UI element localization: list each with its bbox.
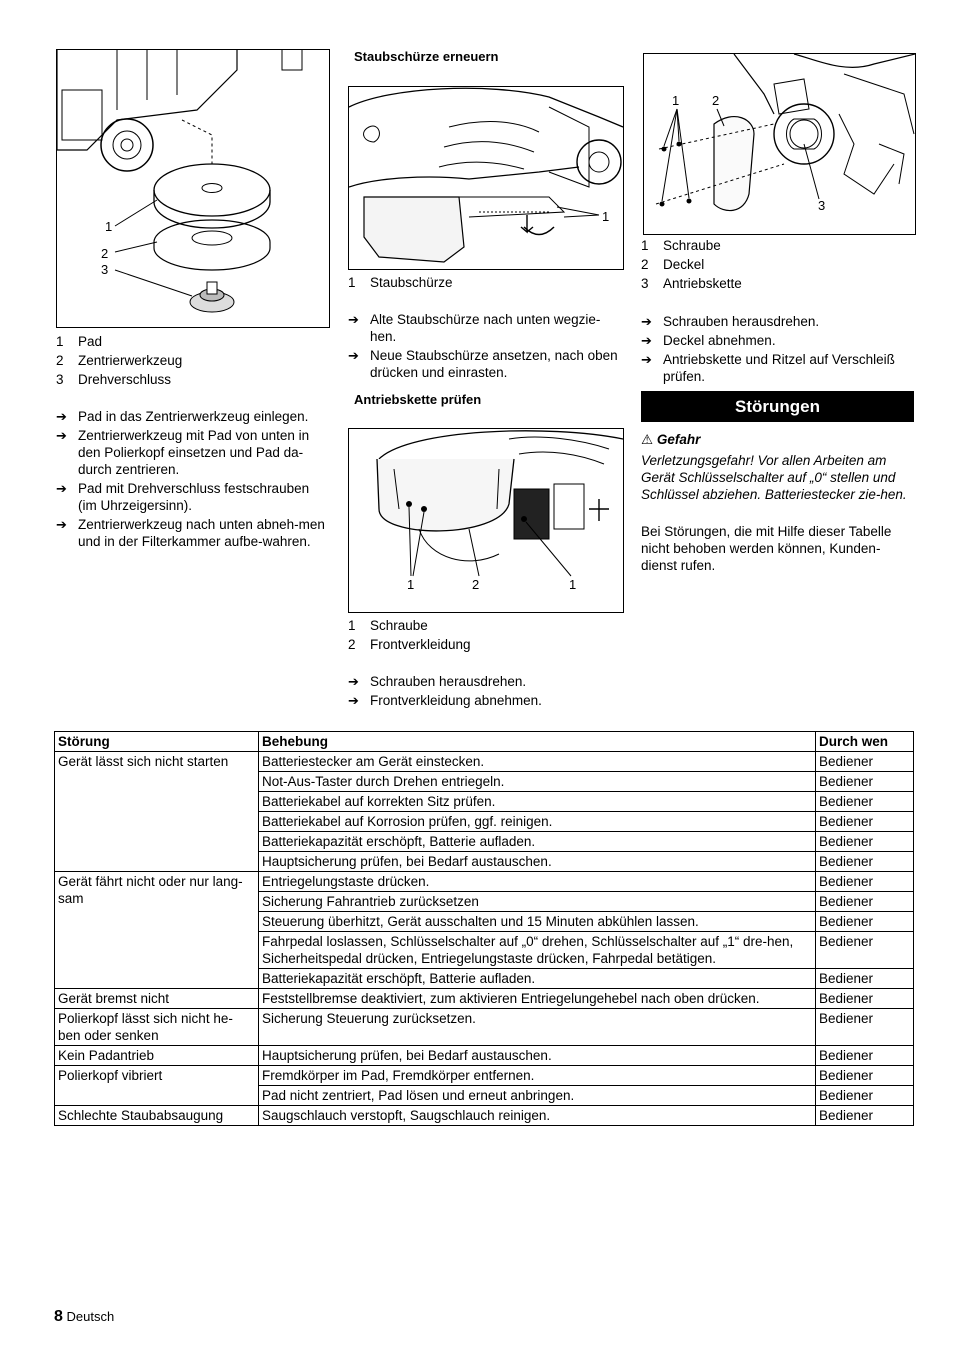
table-row (55, 1046, 914, 1066)
legend-number: 1 (641, 238, 649, 253)
step-text: Schrauben herausdrehen. (370, 674, 527, 689)
legend-number: 1 (56, 334, 64, 349)
figure-callout-2: 2 (101, 246, 109, 261)
legend-drive-chain-front (348, 616, 622, 654)
legend-label: Frontverkleidung (370, 637, 471, 652)
figure-callout-1: 1 (602, 209, 610, 224)
arrow-right-icon: ➔ (56, 481, 67, 496)
legend-item (641, 236, 914, 255)
step-text: Pad mit Drehverschluss festschrauben (im Uhrzeigersinn). (78, 481, 310, 513)
cell-who: Bediener (816, 969, 914, 989)
figure-callout-1b: 1 (569, 577, 577, 592)
cell-who: Bediener (816, 1066, 914, 1086)
troubleshooting-table (54, 731, 914, 1126)
step-item (348, 692, 622, 709)
warning-label: Gefahr (656, 432, 701, 447)
cell-who: Bediener (816, 1086, 914, 1106)
column-header-fix: Behebung (259, 732, 816, 752)
legend-pad-centering (56, 332, 328, 389)
legend-number: 3 (641, 276, 649, 291)
cell-fix: Batteriestecker am Gerät einstecken. (259, 752, 816, 772)
cell-fix: Batteriekapazität erschöpft, Batterie aufladen. (259, 832, 816, 852)
legend-number: 2 (641, 257, 649, 272)
step-item (641, 332, 914, 349)
table-body (55, 752, 914, 1126)
legend-number: 2 (56, 353, 64, 368)
table-row (55, 752, 914, 772)
cell-who: Bediener (816, 912, 914, 932)
arrow-right-icon: ➔ (348, 348, 359, 363)
cell-who: Bediener (816, 792, 914, 812)
cell-fault: Gerät fährt nicht oder nur lang-sam (55, 872, 259, 989)
figure-pad-centering (56, 49, 330, 328)
step-item (56, 427, 328, 478)
step-item (56, 408, 328, 425)
step-item (56, 516, 328, 550)
step-text: Zentrierwerkzeug mit Pad von unten in den Polierkopf einsetzen und Pad da-durch zentrieren. (78, 428, 310, 477)
step-item (348, 673, 622, 690)
cell-who: Bediener (816, 852, 914, 872)
note-text: Bei Störungen, die mit Hilfe dieser Tabelle nicht behoben werden können, Kunden-dienst rufen. (641, 524, 892, 573)
table-row (55, 1106, 914, 1126)
cell-fault: Polierkopf vibriert (55, 1066, 259, 1106)
figure-callout-1: 1 (672, 93, 680, 108)
figure-dust-skirt (348, 86, 624, 270)
cell-who: Bediener (816, 932, 914, 969)
cell-fix: Pad nicht zentriert, Pad lösen und erneut anbringen. (259, 1086, 816, 1106)
drive-chain-cover-illustration (644, 54, 915, 234)
arrow-right-icon: ➔ (641, 314, 652, 329)
legend-number: 1 (348, 618, 356, 633)
warning-triangle-icon: ⚠ (641, 432, 654, 447)
cell-who: Bediener (816, 1009, 914, 1046)
page-footer (54, 1308, 114, 1325)
legend-dust-skirt (348, 273, 622, 292)
cell-fix: Batteriekabel auf korrekten Sitz prüfen. (259, 792, 816, 812)
legend-item (641, 274, 914, 293)
arrow-right-icon: ➔ (348, 693, 359, 708)
section-title-stoerungen: Störungen (641, 391, 914, 422)
cell-fix: Entriegelungstaste drücken. (259, 872, 816, 892)
heading-antriebskette: Antriebskette prüfen (354, 392, 482, 407)
legend-label: Deckel (663, 257, 705, 272)
figure-callout-3: 3 (818, 198, 826, 213)
steps-drive-chain-front (348, 673, 622, 711)
legend-label: Pad (78, 334, 103, 349)
cell-fix: Not-Aus-Taster durch Drehen entriegeln. (259, 772, 816, 792)
legend-label: Antriebskette (663, 276, 742, 291)
page-number: 8 (54, 1308, 63, 1325)
cell-who: Bediener (816, 772, 914, 792)
cell-fix: Batteriekabel auf Korrosion prüfen, ggf. reinigen. (259, 812, 816, 832)
arrow-right-icon: ➔ (56, 409, 67, 424)
front-cover-illustration (349, 429, 623, 612)
legend-item (56, 351, 328, 370)
step-text: Schrauben herausdrehen. (663, 314, 820, 329)
dust-skirt-illustration (349, 87, 623, 269)
legend-label: Schraube (370, 618, 428, 633)
cell-fix: Saugschlauch verstopft, Saugschlauch reinigen. (259, 1106, 816, 1126)
legend-label: Drehverschluss (78, 372, 172, 387)
step-item (641, 313, 914, 330)
step-item (56, 480, 328, 514)
steps-drive-chain-cover (641, 313, 914, 387)
legend-drive-chain-cover (641, 236, 914, 293)
legend-item (56, 332, 328, 351)
cell-who: Bediener (816, 892, 914, 912)
cell-fault: Schlechte Staubabsaugung (55, 1106, 259, 1126)
step-text: Deckel abnehmen. (663, 333, 776, 348)
figure-callout-1: 1 (407, 577, 415, 592)
arrow-right-icon: ➔ (641, 333, 652, 348)
cell-who: Bediener (816, 1106, 914, 1126)
step-text: Neue Staubschürze ansetzen, nach oben drücken und einrasten. (370, 348, 618, 380)
cell-fix: Fahrpedal loslassen, Schlüsselschalter auf „0“ drehen, Schlüsselschalter auf „1“ dre-hen, Sicherheitspedal drücken, Entriegelungstaste drücken, Fahrpedal betätigen. (259, 932, 816, 969)
cell-fix: Sicherung Fahrantrieb zurücksetzen (259, 892, 816, 912)
arrow-right-icon: ➔ (56, 428, 67, 443)
figure-callout-2: 2 (712, 93, 720, 108)
pad-centering-illustration (57, 50, 329, 327)
arrow-right-icon: ➔ (348, 674, 359, 689)
table-header-row (55, 732, 914, 752)
legend-number: 1 (348, 275, 356, 290)
step-text: Antriebskette und Ritzel auf Verschleiß prüfen. (663, 352, 895, 384)
cell-who: Bediener (816, 812, 914, 832)
legend-number: 3 (56, 372, 64, 387)
legend-item (641, 255, 914, 274)
cell-fix: Batteriekapazität erschöpft, Batterie aufladen. (259, 969, 816, 989)
steps-dust-skirt (348, 311, 622, 383)
legend-item (348, 635, 622, 654)
cell-fault: Gerät lässt sich nicht starten (55, 752, 259, 872)
legend-item (348, 273, 622, 292)
step-item (641, 351, 914, 385)
cell-who: Bediener (816, 832, 914, 852)
table-row (55, 1009, 914, 1046)
table-row (55, 989, 914, 1009)
cell-fix: Hauptsicherung prüfen, bei Bedarf austauschen. (259, 852, 816, 872)
cell-fault: Polierkopf lässt sich nicht he-ben oder senken (55, 1009, 259, 1046)
warning-text: Verletzungsgefahr! Vor allen Arbeiten am Gerät Schlüsselschalter auf „0“ stellen und Schlüssel abziehen. Batteriestecker zie-hen. (641, 453, 907, 502)
footer-language: Deutsch (66, 1309, 115, 1324)
steps-pad-centering (56, 408, 328, 552)
cell-fault: Gerät bremst nicht (55, 989, 259, 1009)
legend-item (348, 616, 622, 635)
step-text: Pad in das Zentrierwerkzeug einlegen. (78, 409, 309, 424)
column-header-fault: Störung (55, 732, 259, 752)
arrow-right-icon: ➔ (348, 312, 359, 327)
cell-fix: Feststellbremse deaktiviert, zum aktivieren Entriegelungehebel nach oben drücken. (259, 989, 816, 1009)
cell-fault: Kein Padantrieb (55, 1046, 259, 1066)
figure-callout-1: 1 (105, 219, 113, 234)
cell-fix: Fremdkörper im Pad, Fremdkörper entfernen. (259, 1066, 816, 1086)
figure-drive-chain-front (348, 428, 624, 613)
legend-label: Schraube (663, 238, 721, 253)
cell-who: Bediener (816, 872, 914, 892)
legend-number: 2 (348, 637, 356, 652)
cell-who: Bediener (816, 752, 914, 772)
legend-label: Staubschürze (370, 275, 453, 290)
arrow-right-icon: ➔ (641, 352, 652, 367)
figure-drive-chain-cover (643, 53, 916, 235)
legend-item (56, 370, 328, 389)
cell-fix: Hauptsicherung prüfen, bei Bedarf austauschen. (259, 1046, 816, 1066)
column-header-who: Durch wen (816, 732, 914, 752)
table-row (55, 1066, 914, 1086)
step-item (348, 347, 622, 381)
legend-label: Zentrierwerkzeug (78, 353, 183, 368)
cell-who: Bediener (816, 1046, 914, 1066)
step-item (348, 311, 622, 345)
step-text: Zentrierwerkzeug nach unten abneh-men und in der Filterkammer aufbe-wahren. (78, 517, 325, 549)
figure-callout-3: 3 (101, 262, 109, 277)
step-text: Alte Staubschürze nach unten wegzie-hen. (370, 312, 601, 344)
heading-staubschuerze: Staubschürze erneuern (354, 49, 499, 64)
table-row (55, 872, 914, 892)
arrow-right-icon: ➔ (56, 517, 67, 532)
cell-who: Bediener (816, 989, 914, 1009)
cell-fix: Sicherung Steuerung zurücksetzen. (259, 1009, 816, 1046)
step-text: Frontverkleidung abnehmen. (370, 693, 542, 708)
cell-fix: Steuerung überhitzt, Gerät ausschalten und 15 Minuten abkühlen lassen. (259, 912, 816, 932)
warning-heading (641, 431, 700, 448)
figure-callout-2: 2 (472, 577, 480, 592)
